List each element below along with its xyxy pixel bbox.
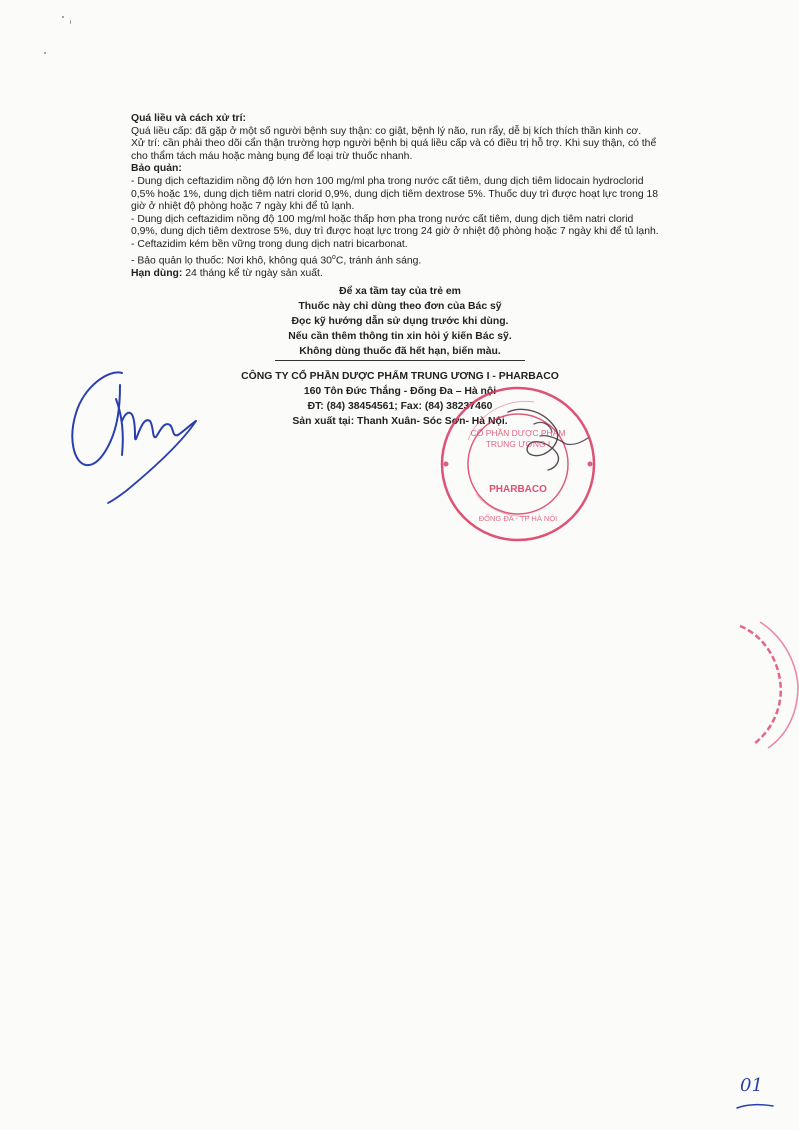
warning-line: Để xa tầm tay của trẻ em [339, 286, 461, 297]
divider [275, 360, 525, 361]
company-production: Sản xuất tại: Thanh Xuân- Sóc Sơn- Hà Nội. [292, 416, 508, 427]
page-mark: 01 [740, 1075, 763, 1096]
degree-symbol: o [331, 253, 336, 261]
storage-item [131, 252, 661, 268]
stamp-center-text: PHARBACO [489, 484, 547, 495]
company-phone: ĐT: (84) 38454561; Fax: (84) 38237460 [307, 401, 493, 412]
storage-heading: Bảo quản: [131, 163, 182, 175]
partial-stamp [720, 620, 799, 750]
page-mark-underline [735, 1100, 775, 1112]
storage-item-text: C, tránh ánh sáng. [335, 255, 422, 266]
scan-speck [70, 20, 71, 24]
stamp-inner-text: CỔ PHẦN DƯỢC PHẨM TRUNG ƯƠNG I [470, 428, 566, 449]
warning-line: Đọc kỹ hướng dẫn sử dụng trước khi dùng. [291, 316, 509, 327]
scan-speck [62, 16, 64, 18]
scan-speck [44, 52, 46, 54]
storage-item: - Ceftazidim kém bền vững trong dung dịch natri bicarbonat. [131, 238, 408, 250]
storage-item: - Dung dịch ceftazidim nồng độ 100 mg/ml hoặc thấp hơn pha trong nước cất tiêm, dung dịch tiêm natri clorid 0,9%, dung dịch tiêm dextrose 5%, duy trì được hoạt lực trong 24 giờ ở nhiệt độ phòng hoặc 7 ngày khi để tủ lạnh. [131, 213, 659, 238]
overdose-treatment: Xử trí: cần phải theo dõi cẩn thận trường hợp người bệnh bị quá liều cấp và có điều trị hỗ trợ. Khi suy thận, có thể cho thẩm tách máu hoặc màng bụng để loại trừ thuốc nhanh. [131, 138, 657, 162]
document-body [131, 113, 661, 280]
storage-item: - Dung dịch ceftazidim nồng độ lớn hơn 100 mg/ml pha trong nước cất tiêm, dung dịch tiêm lidocain hydroclorid 0,5% hoặc 1%, dung dịch tiêm natri clorid 0,9%, dung dịch tiêm dextrose 5%. Thuốc duy trì được hoạt lực trong 18 giờ ở nhiệt độ phòng hoặc 7 ngày khi để tủ lạnh. [131, 175, 659, 213]
company-block [200, 369, 600, 429]
warning-line: Thuốc này chỉ dùng theo đơn của Bác sỹ [298, 301, 502, 312]
company-address: 160 Tôn Đức Thắng - Đống Đa – Hà nội [303, 386, 497, 397]
warning-line: Không dùng thuốc đã hết hạn, biến màu. [299, 346, 501, 357]
storage-item-text: - Bảo quản lọ thuốc: Nơi khô, không quá 30 [131, 255, 332, 266]
company-name: CÔNG TY CỔ PHẦN DƯỢC PHẨM TRUNG ƯƠNG I - PHARBACO [241, 371, 559, 382]
warning-line: Nếu cần thêm thông tin xin hỏi ý kiến Bác sỹ. [288, 331, 512, 342]
stamp-ring-text: ĐỐNG ĐA - TP HÀ NỘI [478, 514, 558, 523]
overdose-heading: Quá liều và cách xử trí: [131, 113, 246, 124]
expiry-line [131, 268, 661, 281]
expiry-value: 24 tháng kể từ ngày sản xuất. [182, 267, 323, 279]
warnings-block [200, 284, 600, 359]
overdose-acute: Quá liều cấp: đã gặp ở một số người bệnh suy thận: co giật, bệnh lý não, run rẩy, dễ bị kích thích thần kinh cơ. [131, 125, 642, 137]
signature-left [60, 355, 210, 505]
expiry-label: Hạn dùng: [131, 267, 183, 279]
